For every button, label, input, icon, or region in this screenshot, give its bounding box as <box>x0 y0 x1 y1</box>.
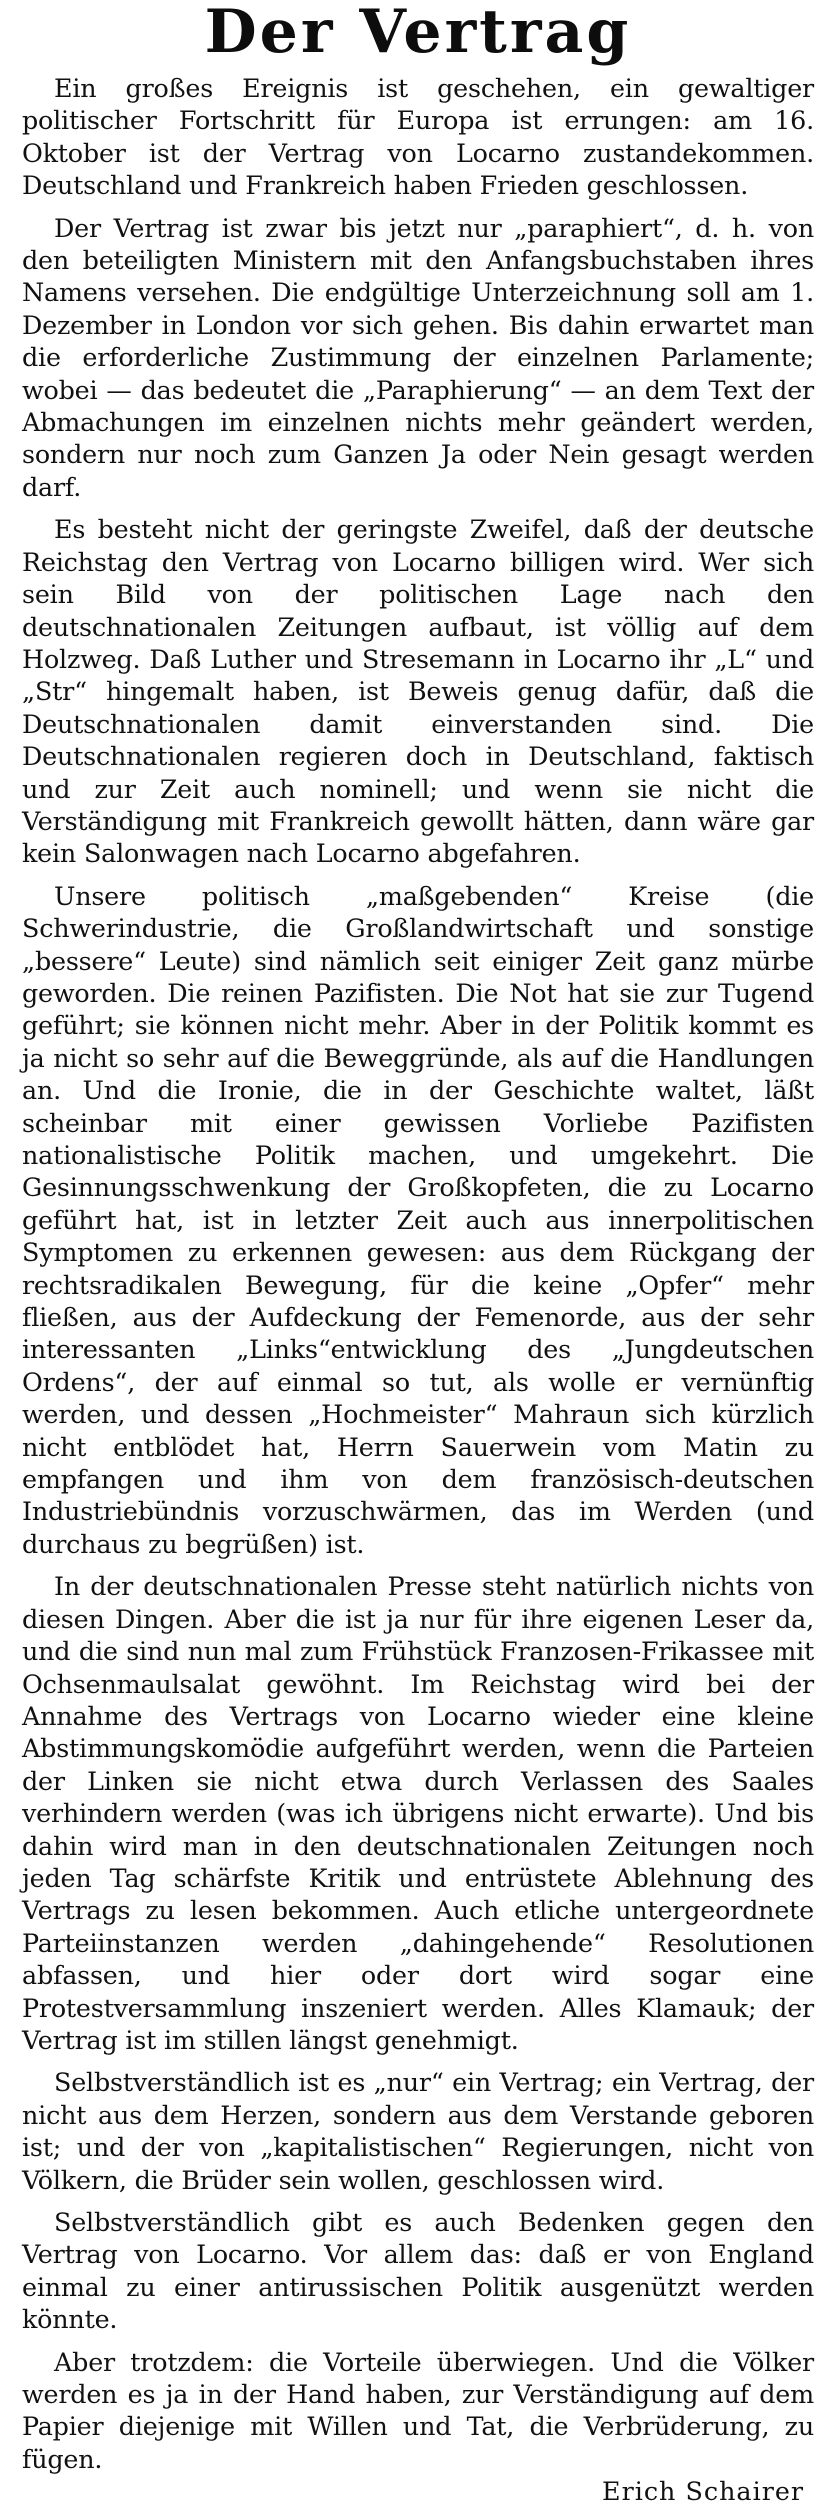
article-body <box>22 72 814 2508</box>
article-paragraph-2: Der Vertrag ist zwar bis jetzt nur „paraphiert“, d. h. von den beteiligten Ministern mit den Anfangsbuchstaben ihres Namens versehen. Die endgültige Unterzeichnung soll am 1. Dezember in London vor sich gehen. Bis dahin erwartet man die erforderliche Zustimmung der einzelnen Parlamente; wobei — das bedeutet die „Paraphierung“ — an dem Text der Abmachungen im einzelnen nichts mehr geändert werden, sondern nur noch zum Ganzen Ja oder Nein gesagt werden darf. <box>22 212 814 502</box>
article-paragraph-4: Unsere politisch „maßgebenden“ Kreise (die Schwerindustrie, die Großlandwirtschaft und sonstige „bessere“ Leute) sind nämlich seit einiger Zeit ganz mürbe geworden. Die reinen Pazifisten. Die Not hat sie zur Tugend geführt; sie können nicht mehr. Aber in der Politik kommt es ja nicht so sehr auf die Beweggründe, als auf die Handlungen an. Und die Ironie, die in der Geschichte waltet, läßt scheinbar mit einer gewissen Vorliebe Pazifisten nationalistische Politik machen, und umgekehrt. Die Gesinnungsschwenkung der Großkopfeten, die zu Locarno geführt hat, ist in letzter Zeit auch aus innerpolitischen Symptomen zu erkennen gewesen: aus dem Rückgang der rechtsradikalen Bewegung, für die keine „Opfer“ mehr fließen, aus der Aufdeckung der Femenorde, aus der sehr interessanten „Links“entwicklung des „Jungdeutschen Ordens“, der auf einmal so tut, als wolle er vernünftig werden, und dessen „Hochmeister“ Mahraun sich kürzlich nicht entblödet hat, Herrn Sauerwein vom Matin zu empfangen und ihm von dem französisch-deutschen Industriebündnis vorzuschwärmen, das im Werden (und durchaus zu begrüßen) ist. <box>22 880 814 1559</box>
article-paragraph-5: In der deutschnationalen Presse steht natürlich nichts von diesen Dingen. Aber die ist ja nur für ihre eigenen Leser da, und die sind nun mal zum Frühstück Franzosen-Frikassee mit Ochsenmaulsalat gewöhnt. Im Reichstag wird bei der Annahme des Vertrags von Locarno wieder eine kleine Abstimmungskomödie aufgeführt werden, wenn die Parteien der Linken sie nicht etwa durch Verlassen des Saales verhindern werden (was ich übrigens nicht erwarte). Und bis dahin wird man in den deutschnationalen Zeitungen noch jeden Tag schärfste Kritik und entrüstete Ablehnung des Vertrags zu lesen bekommen. Auch etliche untergeordnete Parteiinstanzen werden „dahingehende“ Resolutionen abfassen, und hier oder dort wird sogar eine Protestversammlung inszeniert werden. Alles Klamauk; der Vertrag ist im stillen längst genehmigt. <box>22 1571 814 2055</box>
article-paragraph-7: Selbstverständlich gibt es auch Bedenken gegen den Vertrag von Locarno. Vor allem das: daß er von England einmal zu einer antirussischen Politik ausgenützt werden könnte. <box>22 2207 814 2335</box>
article-paragraph-3: Es besteht nicht der geringste Zweifel, daß der deutsche Reichstag den Vertrag von Locarno billigen wird. Wer sich sein Bild von der politischen Lage nach den deutschnationalen Zeitungen aufbaut, ist völlig auf dem Holzweg. Daß Luther und Stresemann in Locarno ihr „L“ und „Str“ hingemalt haben, ist Beweis genug dafür, daß die Deutschnationalen damit einverstanden sind. Die Deutschnationalen regieren doch in Deutschland, faktisch und zur Zeit auch nominell; und wenn sie nicht die Verständigung mit Frankreich gewollt hätten, dann wäre gar kein Salonwagen nach Locarno abgefahren. <box>22 514 814 869</box>
article-title: Der Vertrag <box>204 0 632 67</box>
article-paragraph-6: Selbstverständlich ist es „nur“ ein Vertrag; ein Vertrag, der nicht aus dem Herzen, sondern aus dem Verstande geboren ist; und der von „kapitalistischen“ Regierungen, nicht von Völkern, die Brüder sein wollen, geschlossen wird. <box>22 2067 814 2195</box>
article-paragraph-8: Aber trotzdem: die Vorteile überwiegen. Und die Völker werden es ja in der Hand haben, zur Verständigung auf dem Papier diejenige mit Willen und Tat, die Verbrüderung, zu fügen. <box>22 2346 814 2474</box>
article-paragraph-1: Ein großes Ereignis ist geschehen, ein gewaltiger politischer Fortschritt für Europa ist errungen: am 16. Oktober ist der Vertrag von Locarno zustandekommen. Deutschland und Frankreich haben Frieden geschlossen. <box>22 73 814 201</box>
author-signature: Erich Schairer <box>602 2476 804 2507</box>
